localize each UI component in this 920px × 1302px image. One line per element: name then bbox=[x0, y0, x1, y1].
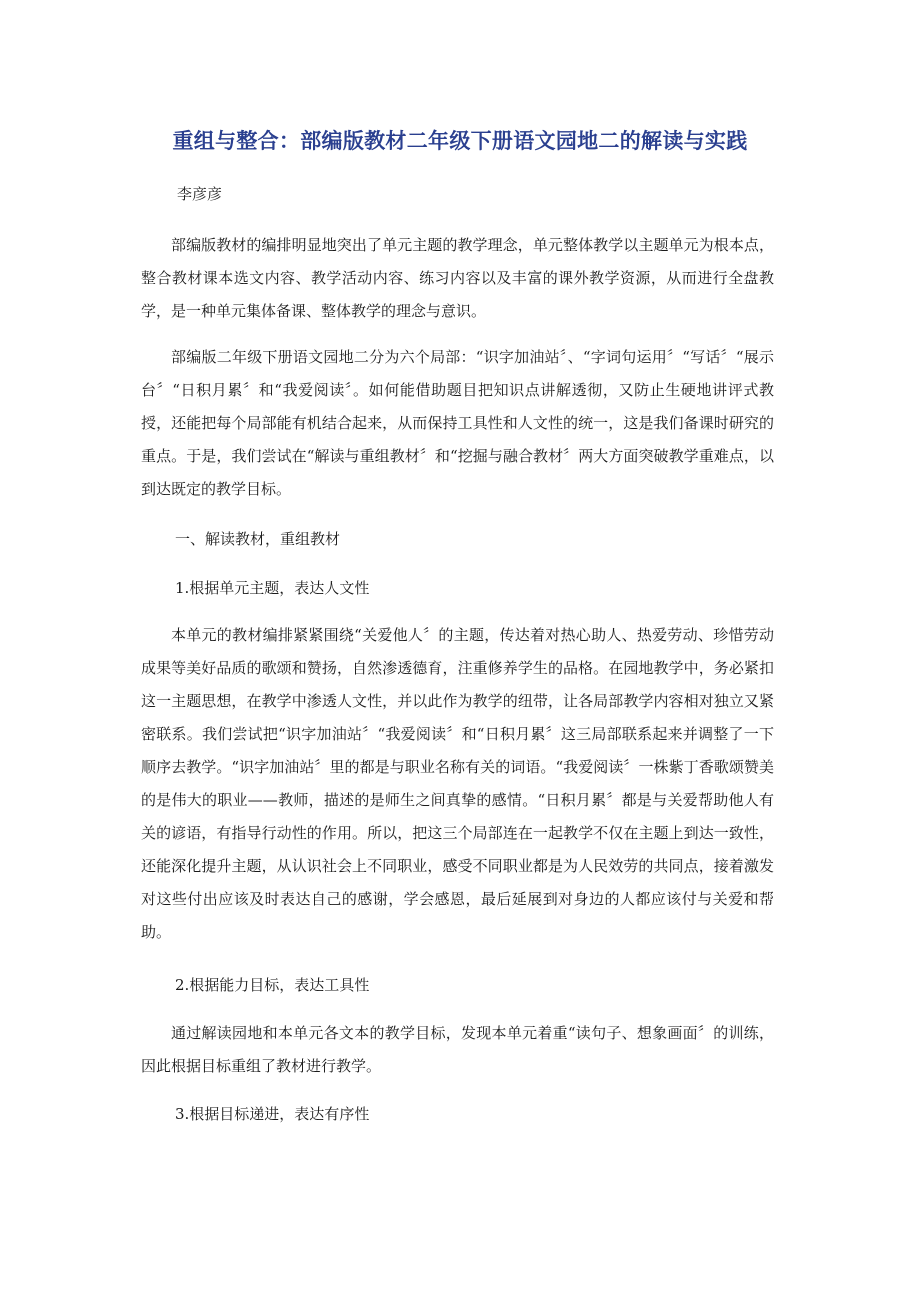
paragraph-intro: 部编版教材的编排明显地突出了单元主题的教学理念，单元整体教学以主题单元为根本点，整合教材课本选文内容、教学活动内容、练习内容以及丰富的课外教学资源，从而进行全盘教学，是一种单元集体备课、整体教学的理念与意识。 bbox=[141, 236, 774, 320]
author-name: 李彦彦 bbox=[177, 185, 223, 203]
paragraph-theme: 本单元的教材编排紧紧围绕“关爱他人〞的主题，传达着对热心助人、热爱劳动、珍惜劳动成果等美好品质的歌颂和赞扬，自然渗透德育，注重修养学生的品格。在园地教学中，务必紧扣这一主题思想，在教学中渗透人文性，并以此作为教学的纽带，让各局部教学内容相对独立又紧密联系。我们尝试把“识字加油站〞“我爱阅读〞和“日积月累〞这三局部联系起来并调整了一下顺序去教学。“识字加油站〞里的都是与职业名称有关的词语。“我爱阅读〞一株紫丁香歌颂赞美的是伟大的职业——教师，描述的是师生之间真挚的感情。“日积月累〞都是与关爱帮助他人有关的谚语，有指导行动性的作用。所以，把这三个局部连在一起教学不仅在主题上到达一致性，还能深化提升主题，从认识社会上不同职业，感受不同职业都是为人民效劳的共同点，接着激发对这些付出应该及时表达自己的感谢，学会感恩，最后延展到对身边的人都应该付与关爱和帮助。 bbox=[141, 626, 774, 941]
article-title: 重组与整合：部编版教材二年级下册语文园地二的解读与实践 bbox=[172, 129, 748, 153]
subsection-heading-2: 2.根据能力目标，表达工具性 bbox=[175, 976, 370, 994]
paragraph-overview: 部编版二年级下册语文园地二分为六个局部：“识字加油站〞、“字词句运用〞“写话〞“展示台〞“日积月累〞和“我爱阅读〞。如何能借助题目把知识点讲解透彻，又防止生硬地讲评式教授，还能把每个局部能有机结合起来，从而保持工具性和人文性的统一，这是我们备课时研究的重点。于是，我们尝试在“解读与重组教材〞和“挖掘与融合教材〞两大方面突破教学重难点，以到达既定的教学目标。 bbox=[141, 348, 774, 498]
paragraph-ability: 通过解读园地和本单元各文本的教学目标，发现本单元着重“读句子、想象画面〞的训练，因此根据目标重组了教材进行教学。 bbox=[141, 1024, 774, 1075]
subsection-heading-3: 3.根据目标递进，表达有序性 bbox=[175, 1105, 370, 1123]
section-heading-1: 一、解读教材，重组教材 bbox=[175, 530, 341, 548]
subsection-heading-1: 1.根据单元主题，表达人文性 bbox=[175, 579, 370, 597]
